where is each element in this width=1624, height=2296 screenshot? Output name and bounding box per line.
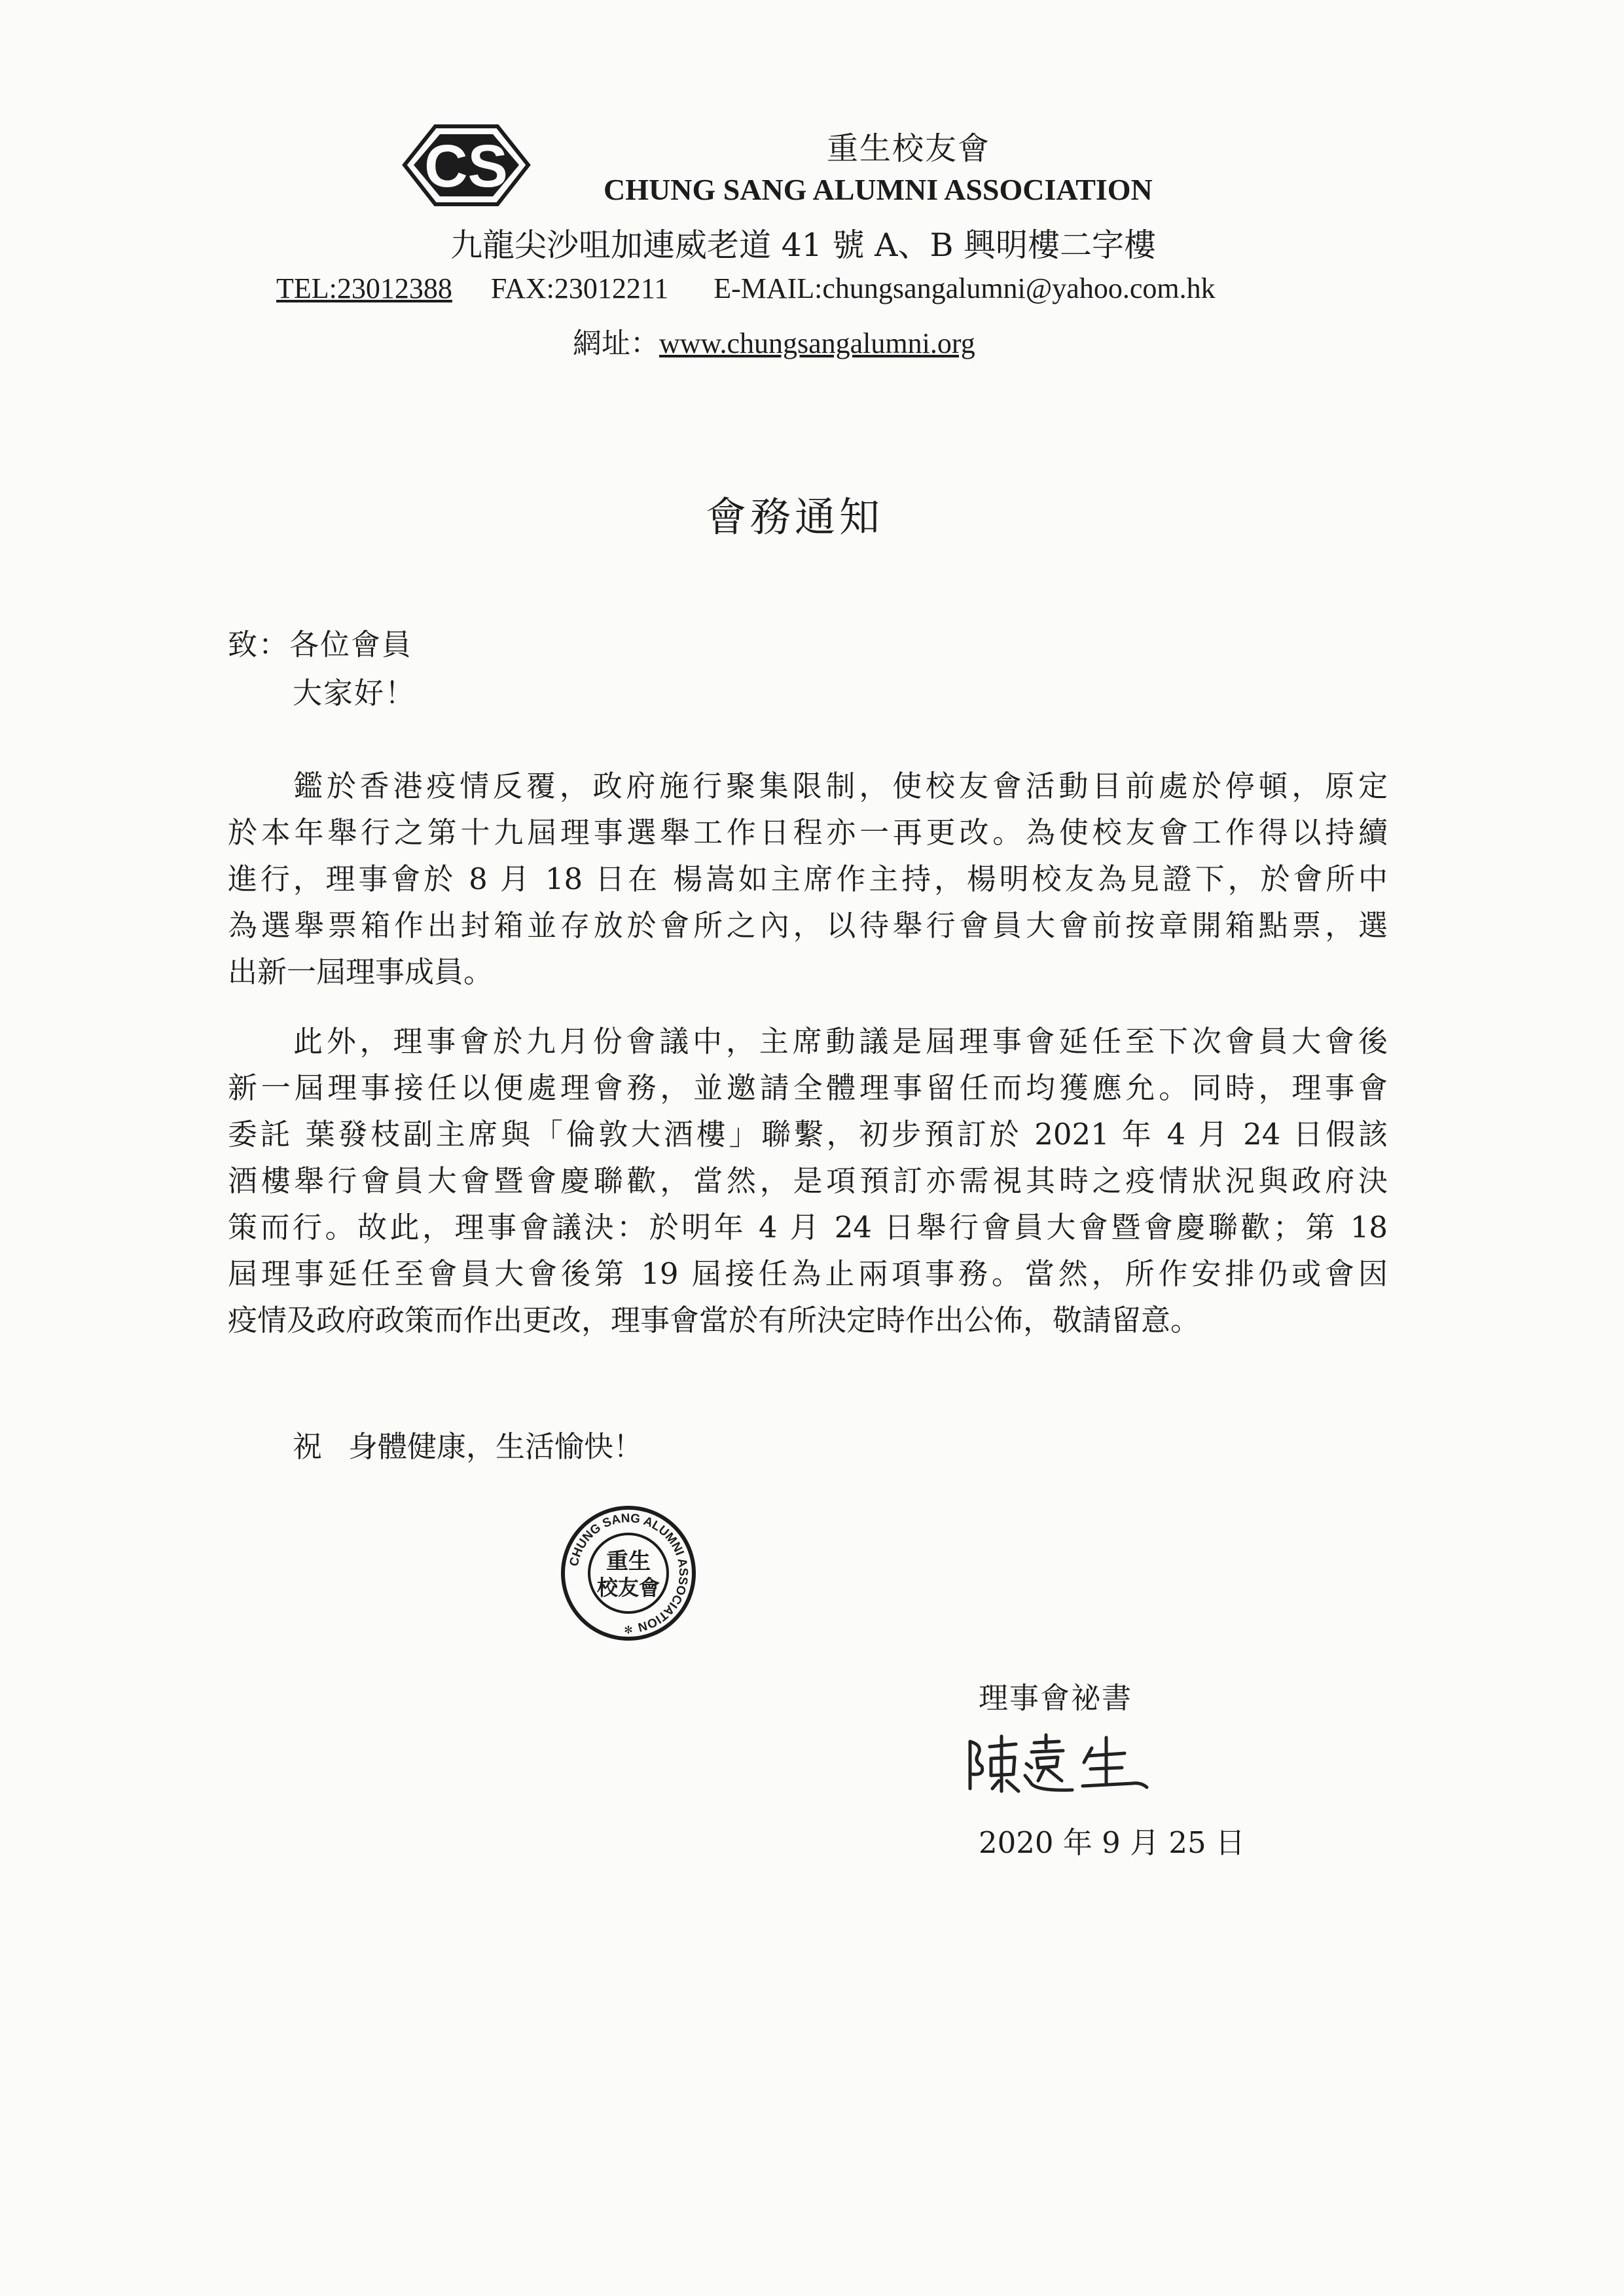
paragraph-line: 新一屆理事接任以便處理會務，並邀請全體理事留任而均獲應允。同時，理事會	[228, 1070, 1388, 1105]
seal-center-line-2: 校友會	[596, 1575, 660, 1600]
paragraph-1	[228, 763, 1388, 995]
seal-ring-text: CHUNG SANG ALUMNI ASSOCIATION	[567, 1511, 691, 1634]
association-seal-icon	[560, 1504, 697, 1642]
paragraph-line: 委託 葉發枝副主席與「倫敦大酒樓」聯繫，初步預訂於 2021 年 4 月 24 日假該	[228, 1117, 1388, 1152]
closing-prefix: 祝	[293, 1429, 323, 1464]
paragraph-line: 出新一屆理事成員。	[228, 955, 494, 989]
recipient-line: 致：各位會員	[228, 627, 413, 662]
greeting: 大家好！	[293, 676, 416, 710]
seal-center-line-1: 重生	[606, 1548, 651, 1575]
paragraph-line: 疫情及政府政策而作出更改，理事會當於有所決定時作出公佈，敬請留意。	[228, 1303, 1200, 1338]
website-link[interactable]: www.chungsangalumni.org	[659, 327, 975, 359]
notice-title: 會務通知	[706, 493, 884, 541]
paragraph-line: 鑑於香港疫情反覆，政府施行聚集限制，使校友會活動目前處於停頓，原定	[293, 769, 1388, 803]
letter-date: 2020 年 9 月 25 日	[979, 1825, 1245, 1860]
paragraph-line: 此外，理事會於九月份會議中，主席動議是屆理事會延任至下次會員大會後	[293, 1024, 1388, 1059]
org-address: 九龍尖沙咀加連威老道 41 號 A、B 興明樓二字樓	[450, 227, 1157, 264]
paragraph-line: 進行，理事會於 8 月 18 日在 楊嵩如主席作主持，楊明校友為見證下，於會所中	[228, 862, 1388, 896]
closing-text: 身體健康，生活愉快！	[348, 1429, 643, 1464]
website-label: 網址：	[573, 327, 659, 360]
svg-text:✻: ✻	[624, 1624, 633, 1636]
handwritten-signature	[961, 1728, 1157, 1800]
paragraph-2	[228, 1018, 1388, 1343]
org-name-en: CHUNG SANG ALUMNI ASSOCIATION	[604, 173, 1153, 206]
closing-wish	[293, 1423, 643, 1465]
paragraph-line: 策而行。故此，理事會議決：於明年 4 月 24 日舉行會員大會暨會慶聯歡；第 18	[228, 1210, 1388, 1245]
website-line	[573, 319, 975, 361]
cs-logo-icon	[399, 121, 533, 210]
logo-text: CS	[424, 133, 508, 200]
signatory-role: 理事會祕書	[979, 1681, 1133, 1715]
email-address: E-MAIL:chungsangalumni@yahoo.com.hk	[713, 272, 1216, 304]
paragraph-line: 為選舉票箱作出封箱並存放於會所之內，以待舉行會員大會前按章開箱點票，選	[228, 908, 1388, 943]
tel-number: TEL:23012388	[276, 272, 452, 304]
fax-number: FAX:23012211	[490, 272, 669, 304]
paragraph-line: 酒樓舉行會員大會暨會慶聯歡，當然，是項預訂亦需視其時之疫情狀況與政府決	[228, 1163, 1388, 1198]
org-name-zh: 重生校友會	[827, 130, 991, 167]
paragraph-line: 屆理事延任至會員大會後第 19 屆接任為止兩項事務。當然，所作安排仍或會因	[228, 1256, 1388, 1291]
contact-line	[276, 272, 1216, 305]
paragraph-line: 於本年舉行之第十九屆理事選舉工作日程亦一再更改。為使校友會工作得以持續	[228, 815, 1388, 850]
